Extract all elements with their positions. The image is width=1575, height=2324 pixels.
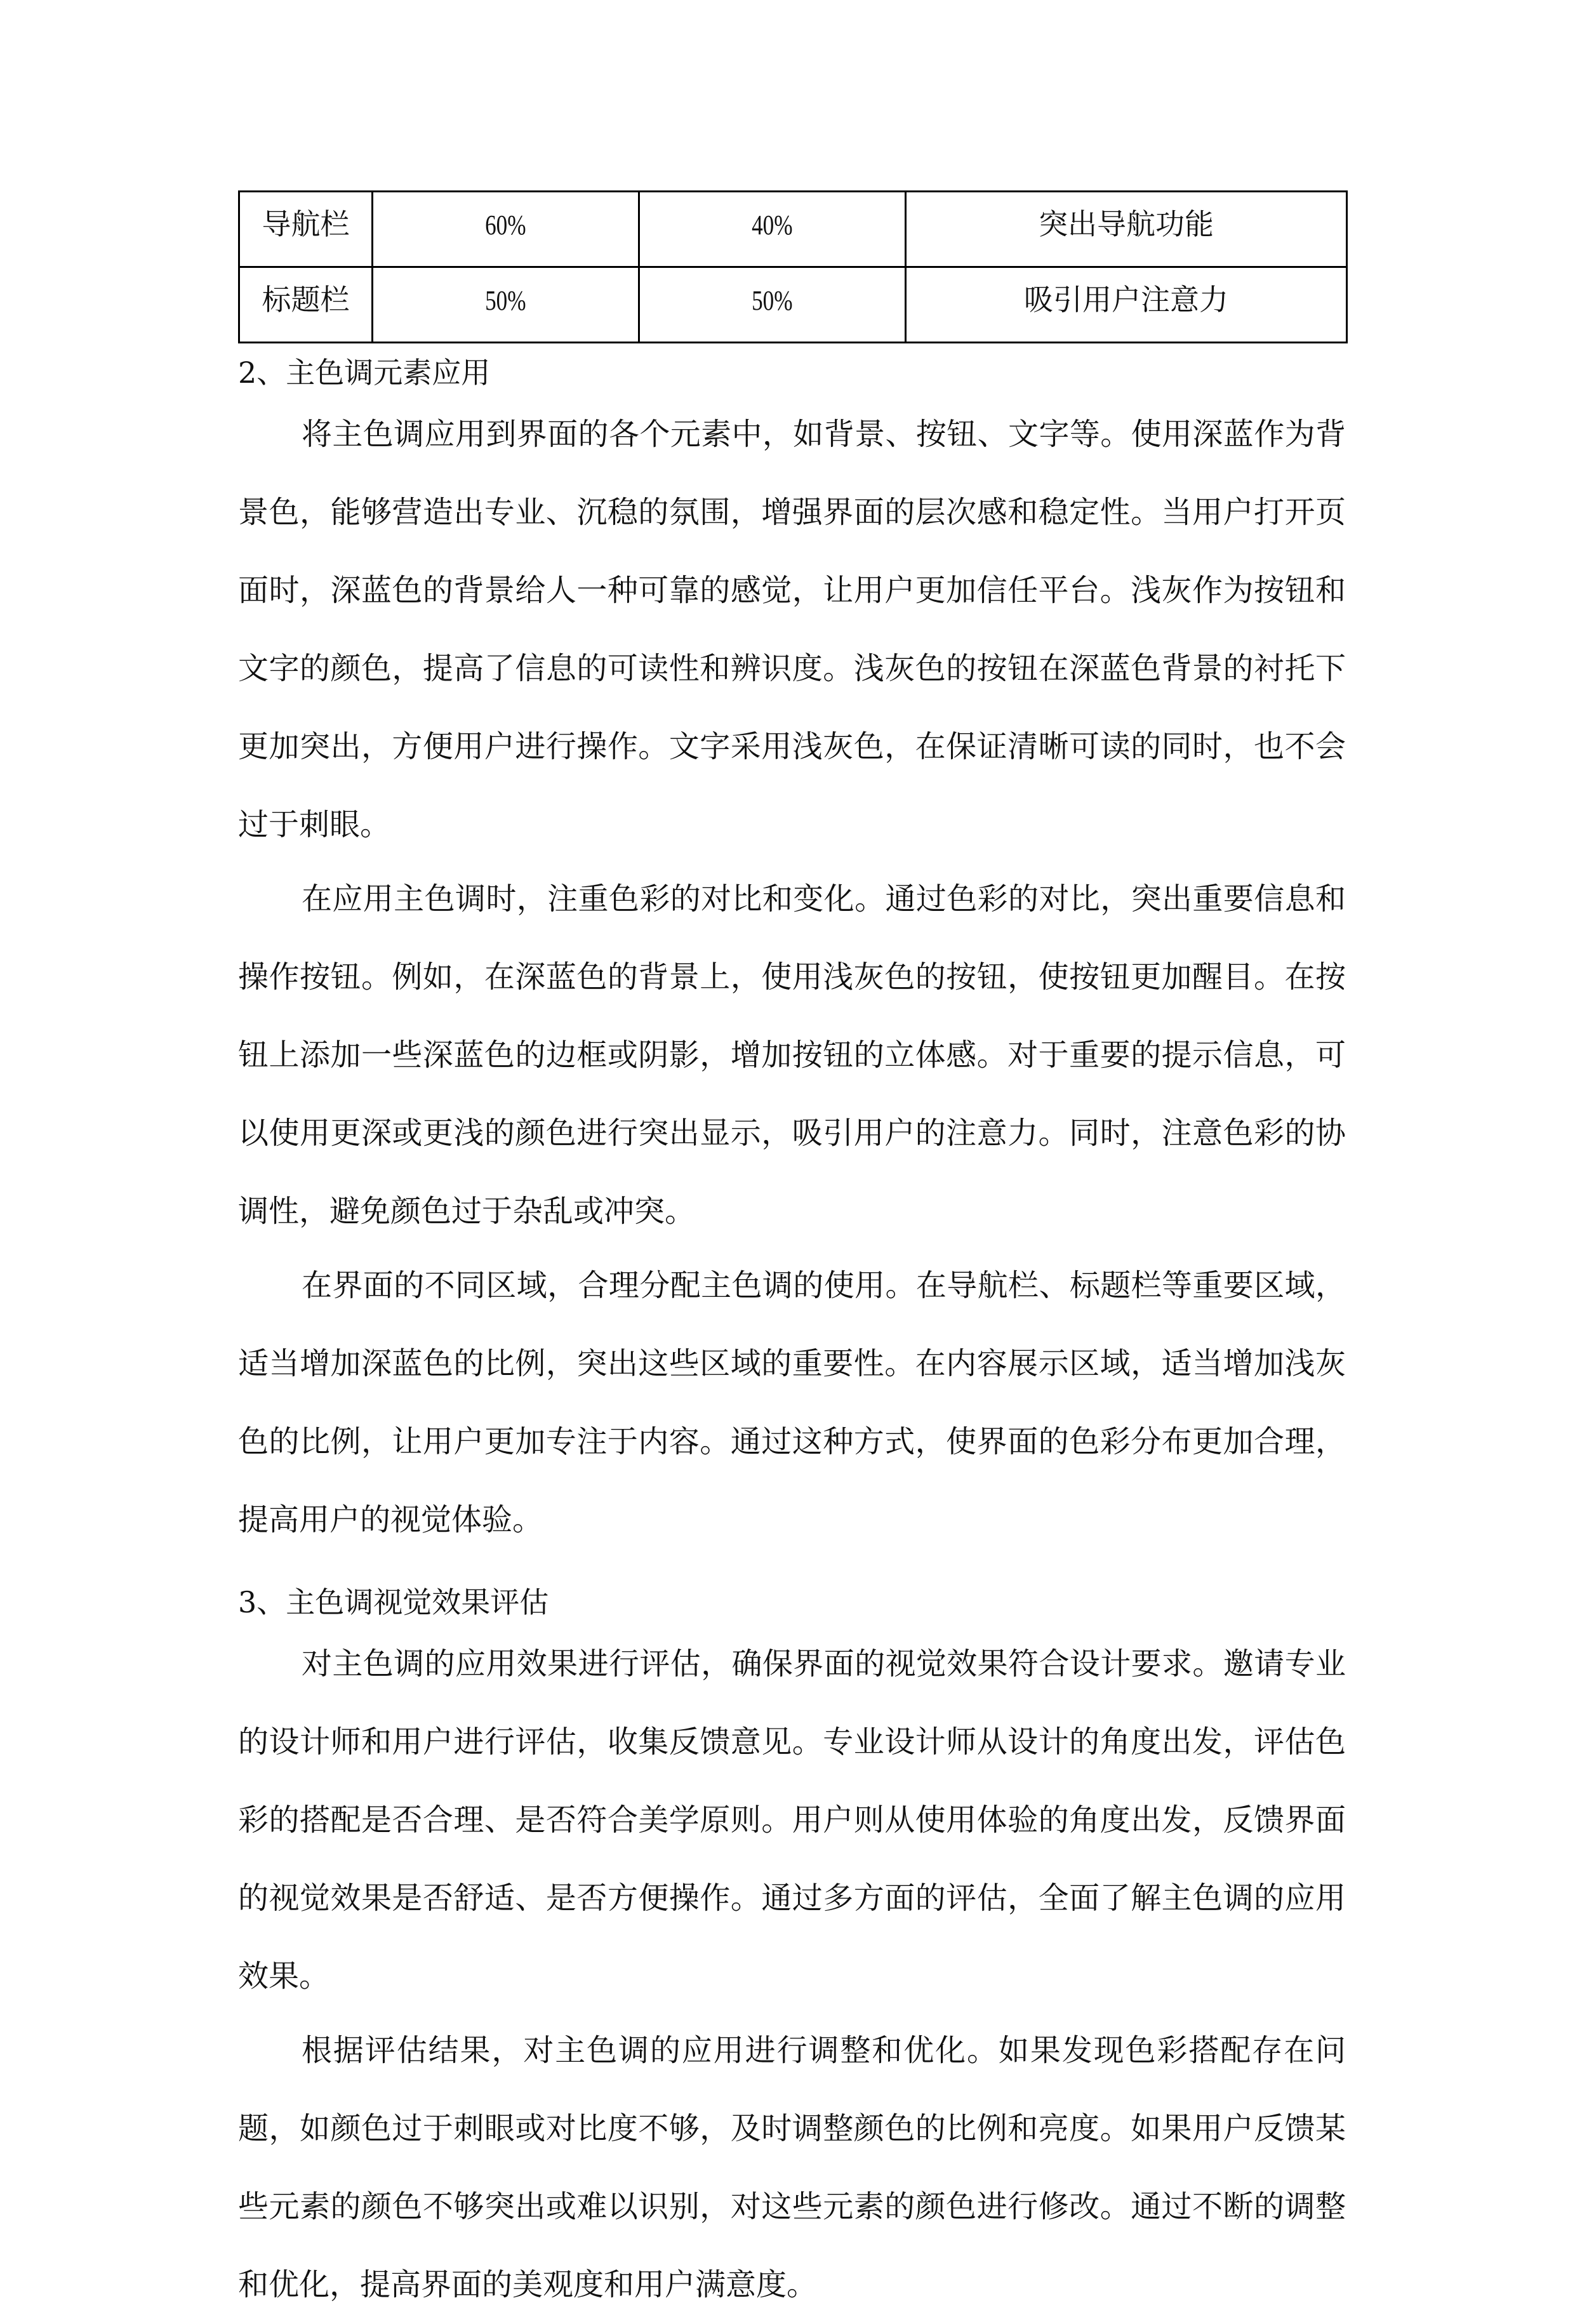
table-cell-purpose: 吸引用户注意力 <box>906 267 1347 343</box>
color-ratio-table <box>238 190 1348 343</box>
table-cell-purpose: 突出导航功能 <box>906 192 1347 267</box>
table-row <box>239 192 1347 267</box>
section-heading-3: 3、主色调视觉效果评估 <box>238 1585 549 1619</box>
table-row <box>239 267 1347 343</box>
table-cell-light-gray-ratio: 40% <box>639 192 906 267</box>
paragraph: 根据评估结果，对主色调的应用进行调整和优化。如果发现色彩搭配存在问题，如颜色过于刺眼或对比度不够，及时调整颜色的比例和亮度。如果用户反馈某些元素的颜色不够突出或难以识别，对这些元素的颜色进行修改。通过不断的调整和优化，提高界面的美观度和用户满意度。 <box>238 2033 1346 2302</box>
table-cell-light-gray-ratio: 50% <box>639 267 906 343</box>
table-cell-area: 标题栏 <box>239 267 373 343</box>
paragraph: 在应用主色调时，注重色彩的对比和变化。通过色彩的对比，突出重要信息和操作按钮。例如，在深蓝色的背景上，使用浅灰色的按钮，使按钮更加醒目。在按钮上添加一些深蓝色的边框或阴影，增加按钮的立体感。对于重要的提示信息，可以使用更深或更浅的颜色进行突出显示，吸引用户的注意力。同时，注意色彩的协调性，避免颜色过于杂乱或冲突。 <box>238 881 1346 1229</box>
paragraph: 在界面的不同区域，合理分配主色调的使用。在导航栏、标题栏等重要区域，适当增加深蓝色的比例，突出这些区域的重要性。在内容展示区域，适当增加浅灰色的比例，让用户更加专注于内容。通过这种方式，使界面的色彩分布更加合理，提高用户的视觉体验。 <box>238 1268 1346 1537</box>
section-heading-2: 2、主色调元素应用 <box>238 355 491 390</box>
paragraph: 将主色调应用到界面的各个元素中，如背景、按钮、文字等。使用深蓝作为背景色，能够营造出专业、沉稳的氛围，增强界面的层次感和稳定性。当用户打开页面时，深蓝色的背景给人一种可靠的感觉，让用户更加信任平台。浅灰作为按钮和文字的颜色，提高了信息的可读性和辨识度。浅灰色的按钮在深蓝色背景的衬托下更加突出，方便用户进行操作。文字采用浅灰色，在保证清晰可读的同时，也不会过于刺眼。 <box>238 416 1346 842</box>
document-page <box>238 190 1346 2324</box>
table-cell-dark-blue-ratio: 50% <box>373 267 639 343</box>
section-2-body <box>238 395 1346 1559</box>
paragraph: 对主色调的应用效果进行评估，确保界面的视觉效果符合设计要求。邀请专业的设计师和用户进行评估，收集反馈意见。专业设计师从设计的角度出发，评估色彩的搭配是否合理、是否符合美学原则。用户则从使用体验的角度出发，反馈界面的视觉效果是否舒适、是否方便操作。通过多方面的评估，全面了解主色调的应用效果。 <box>238 1646 1346 1994</box>
section-3-body <box>238 1625 1346 2324</box>
table-cell-dark-blue-ratio: 60% <box>373 192 639 267</box>
table-cell-area: 导航栏 <box>239 192 373 267</box>
